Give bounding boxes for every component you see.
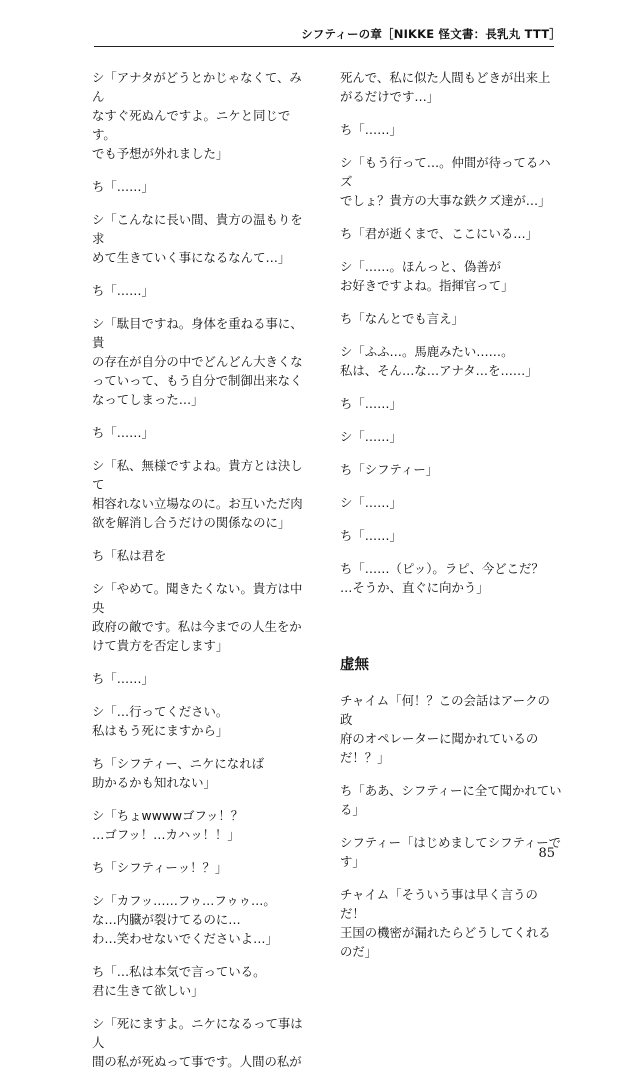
dialogue-line: チャイム「何！？この会話はアークの政 府のオペレーターに聞かれているの だ！？」 (340, 693, 550, 765)
dialogue-line: ち「シフティー」 (340, 462, 439, 477)
dialogue-line: ち「…私は本気で言っている。 君に生きて欲しい」 (92, 964, 266, 998)
dialogue-line: シ「……」 (340, 429, 402, 444)
dialogue-line: ち「私は君を (92, 548, 167, 563)
dialogue-line: シ「もう行って…。仲間が待ってるハズ でしょ？貴方の大事な鉄クズ達が…」 (340, 155, 551, 208)
dialogue-line: シ「私、無様ですよね。貴方とは決して 相容れない立場なのに。お互いただ肉 欲を解消し合うだけの関係なのに」 (92, 458, 303, 530)
dialogue-line: ち「……」 (340, 396, 402, 411)
dialogue-line: ち「……」 (92, 283, 154, 298)
dialogue-line: ち「ああ、シフティーに全て聞かれてい る」 (340, 783, 562, 817)
dialogue-line: シ「死にますよ。ニケになるって事は人 間の私が死ぬって事です。人間の私が (92, 1016, 303, 1069)
dialogue-line: シ「…行ってください。 私はもう死にますから」 (92, 704, 229, 738)
dialogue-line: ち「……」 (92, 425, 154, 440)
dialogue-line: シ「やめて。聞きたくない。貴方は中央 政府の敵です。私は今までの人生をか けて貴方を否定します」 (92, 581, 303, 653)
page-number: 85 (538, 846, 555, 861)
dialogue-line: シ「アナタがどうとかじゃなくて、みん なすぐ死ぬんですよ。ニケと同じです。 でも予想が外れました」 (92, 70, 302, 161)
section-heading: 虚無 (340, 657, 369, 673)
dialogue-line: ち「……」 (92, 179, 154, 194)
dialogue-line: シフティー「はじめましてシフティーで す」 (340, 835, 562, 869)
left-column (92, 68, 314, 1085)
dialogue-line: シ「駄目ですね。身体を重ねる事に、貴 の存在が自分の中でどんどん大きくな っていって、もう自分で制御出来なく なってしまった…」 (92, 316, 303, 407)
dialogue-line: チャイム「そういう事は早く言うのだ！ 王国の機密が漏れたらどうしてくれる のだ」 (340, 887, 551, 959)
header-rule (94, 46, 554, 47)
dialogue-line: 死んで、私に似た人間もどきが出来上 がるだけです…」 (340, 70, 551, 104)
dialogue-line: ち「……」 (340, 122, 402, 137)
dialogue-line: ち「……」 (340, 528, 402, 543)
running-header: シフティーの章［NIKKE 怪文書：長乳丸 TTT］ (301, 27, 561, 41)
dialogue-line: ち「君が逝くまで、ここにいる…」 (340, 226, 539, 241)
dialogue-line: ち「……（ピッ）。ラピ、今どこだ？ …そうか、直ぐに向かう」 (340, 561, 544, 595)
dialogue-line: シ「……」 (340, 495, 402, 510)
dialogue-line: シ「こんなに長い間、貴方の温もりを求 めて生きていく事になるなんて…」 (92, 212, 303, 265)
dialogue-line: シ「ちょwwwwゴフッ！？ …ゴフッ！…カハッ！！」 (92, 808, 244, 842)
dialogue-line: ち「……」 (92, 671, 154, 686)
dialogue-line: シ「……。ほんっと、偽善が お好きですよね。指揮官って」 (340, 259, 514, 293)
dialogue-line: シ「ふふ…。馬鹿みたい……。 私は、そん…な…アナタ…を……」 (340, 344, 538, 378)
dialogue-line: ち「シフティー、ニケになれば 助かるかも知れない」 (92, 756, 264, 790)
right-column (340, 68, 562, 975)
dialogue-line: ち「なんとでも言え」 (340, 311, 464, 326)
dialogue-line: ち「シフティーッ！？」 (92, 860, 228, 875)
dialogue-line: シ「カフッ……フゥ…フゥゥ…。 な…内臓が裂けてるのに… わ…笑わせないでくださいよ…」 (92, 893, 278, 946)
